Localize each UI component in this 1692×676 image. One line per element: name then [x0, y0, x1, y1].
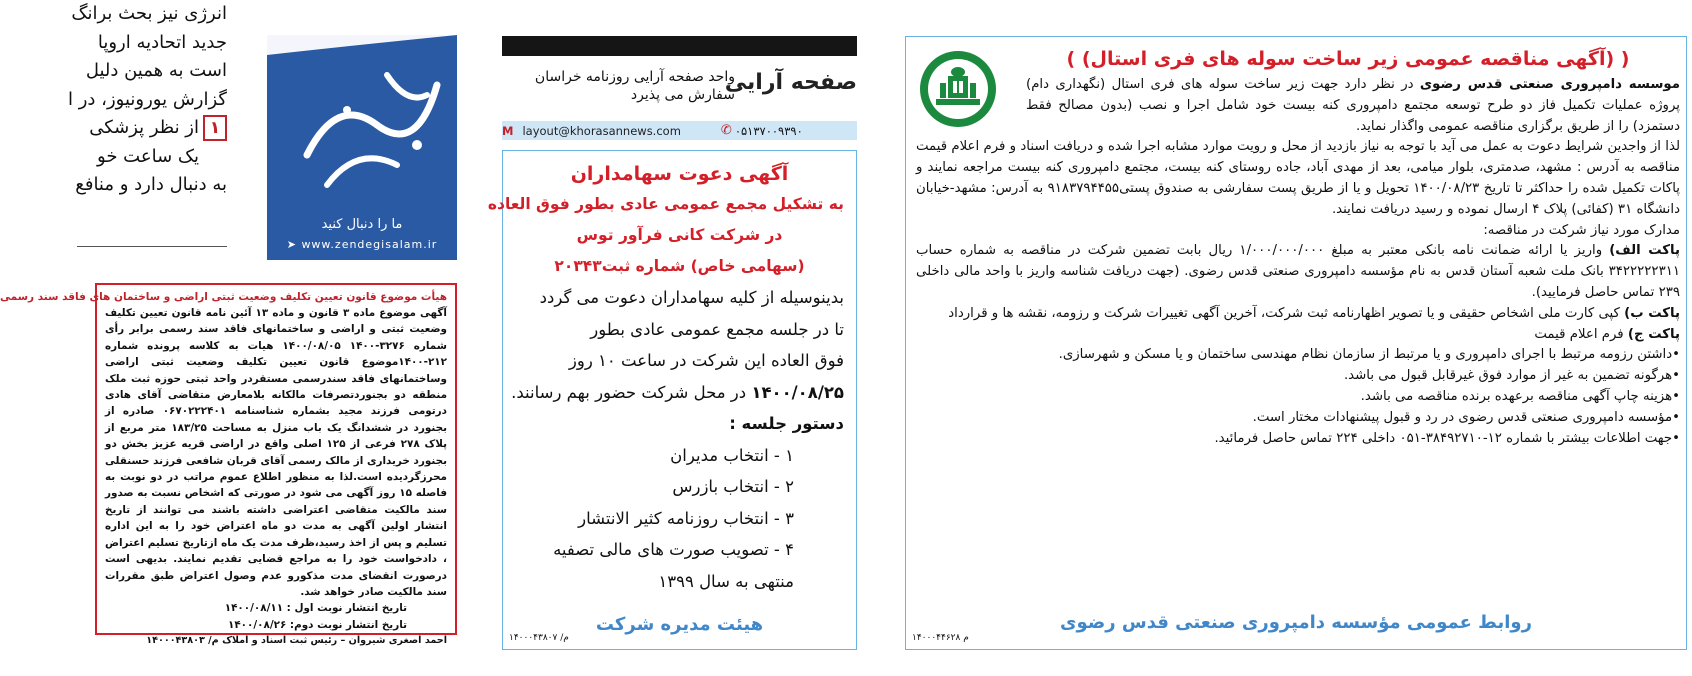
tender-bullet: •مؤسسه دامپروری صنعتی قدس رضوی در رد و قبول پیشنهادات مختار است. — [1252, 409, 1680, 425]
agenda-item: ۳ - انتخاب روزنامه کثیر الانتشار — [578, 508, 794, 528]
article-fragment — [68, 0, 227, 250]
sh-paragraph: تا در جلسه مجمع عمومی عادی بطور — [590, 319, 844, 339]
notice-code: م/ ۱۴۰۰۰۴۳۸۰۳ — [146, 635, 219, 647]
layout-email[interactable]: layout@khorasannews.com — [522, 123, 681, 138]
tender-bullet: •هرگونه تضمین به غیر از موارد فوق غیرقابل قبول می باشد. — [1343, 368, 1680, 384]
article-line: گزارش یورونیوز، در ا — [68, 88, 227, 110]
layout-ad-title: صفحه آرایی — [724, 70, 857, 95]
sh-signature: هیئت مدیره شرکت — [595, 614, 764, 635]
tender-intro: موسسه دامپروری صنعتی قدس رضوی در نظر دارد جهت زیر ساخت سوله های فری استال (نگهداری دام) پروژه عملیات تکمیل فاز دو طرح توسعه مجتمع دامپروری کنه بیست خود شامل اجرا و نصب (بدون مصالح فقط دستمزد) را از طریق برگزاری مناقصه عمومی واگذار نماید. — [1026, 77, 1680, 134]
sh-subtitle-2: در شرکت کانی فرآور توس — [576, 226, 783, 244]
tender-title: ( (آگهی مناقصه عمومی زیر ساخت سوله های فری استال) ) — [1066, 48, 1630, 70]
tender-packet-c: پاکت ج) فرم اعلام قیمت — [1534, 326, 1680, 342]
tender-signature: روابط عمومی مؤسسه دامپروری صنعتی قدس رضوی — [1060, 612, 1532, 633]
article-line: به دنبال دارد و منافع — [75, 174, 227, 195]
sh-code: م/ ۱۴۰۰۰۴۳۸۰۷ — [509, 633, 569, 643]
zendegi-salam-banner[interactable] — [267, 35, 457, 260]
article-line: انرژی نیز بحث برانگ — [71, 3, 227, 24]
layout-phone: ۰۵۱۳۷۰۰۹۳۹۰ — [734, 123, 803, 138]
layout-ad-text: واحد صفحه آرایی روزنامه خراسان سفارش می پذیرد — [534, 69, 735, 103]
tender-docs-title: مدارک مورد نیاز شرکت در مناقصه: — [1483, 222, 1680, 238]
article-line: است به همین دلیل — [85, 60, 227, 81]
zendegi-slogan: ما را دنبال کنید — [321, 217, 403, 232]
notice-body: آگهی موضوع ماده ۳ قانون و ماده ۱۳ آئین نامه قانون تعیین تکلیف وضعیت ثبتی و اراضی و ساختمانهای فاقد سند رسمی برابر رأی شماره ۳۲۷۶-۱۴۰۰ ۱۴۰۰/۰۸/۰۵ هیات به کلاسه پرونده شماره ۲۱۲-۱۴۰۰موضوع قانون تعیین تکلیف وضعیت ثبتی اراضی وساختمانهای فاقد سندرسمی مستقردر واحد ثبتی حوزه ثبت ملک منطقه دو بجنوردتصرفات مالکانه بلامعارض متقاضی آقای هادی درتومی فرزند مجید بشماره شناسنامه ۰۶۷۰۲۲۲۴۰۱ صادره از بجنورد در ششدانگ یک باب منزل به مساحت ۱۸۳/۲۵ متر مربع از پلاک ۲۷۸ فرعی از ۱۲۵ اصلی واقع در اراضی قریه عزیز بخش دو بجنورد خریداری از مالک رسمی آقای قربان شافعی فرزند حسنقلی محرزگردیده است.لذا به منظور اطلاع عموم مراتب در دو نوبت به فاصله ۱۵ روز آگهی می شود در صورتی که اشخاص نسبت به صدور سند مالکیت متقاضی اعتراضی داشته باشند می توانند از تاریخ انتشار اولین آگهی به مدت دو ماه اعتراض خود را به این اداره تسلیم و پس از اخذ رسید،ظرف مدت یک ماه ازتاریخ تسلیم اعتراض ، دادخواست خود را به مراجع قضایی تقدیم نمایند. بدیهی است درصورت انقضای مدت مذکورو عدم وصول اعتراض طبق مقررات سند مالکیت صادر خواهد شد. — [105, 307, 448, 598]
divider — [77, 246, 227, 247]
sh-paragraph: ۱۴۰۰/۰۸/۲۵ در محل شرکت حضور بهم رسانند. — [511, 382, 844, 402]
tender-paragraph: لذا از واجدین شرایط دعوت به عمل می آید با توجه به نیاز بازدید از محل و رویت موارد مشابه اجرا شده و دریافت اسناد و فرم اعلام قیمت مناقصه به آدرس : مشهد، صدمتری، بلوار میامی، بعد از مهدی آباد، جاده روستای کنه بیست، مجتمع دامپروری کنه بیست مراجعه نمایند و پاکات تکمیل شده را حداکثر تا تاریخ ۱۴۰۰/۰۸/۲۳ تحویل و یا از طریق پست سفارشی به صندوق پستی۹۱۸۳۷۹۴۴۵۵ به آدرس: مشهد-خیابان دانشگاه ۳۱ (کفائی) پلاک ۴ ارسال نموده و رسید دریافت نمایند. — [916, 139, 1680, 217]
tender-bullet: •داشتن رزومه مرتبط با اجرای دامپروری و یا مرتبط از سازمان نظام مهندسی ساختمان و یا مسکن و شهرسازی. — [1058, 347, 1680, 363]
mail-icon: M — [502, 123, 514, 138]
article-line: جدید اتحادیه اروپا — [97, 31, 227, 53]
sh-title: آگهی دعوت سهامداران — [570, 163, 789, 185]
page-ref-number: ۱ — [203, 115, 227, 141]
phone-icon: ✆ — [720, 123, 732, 138]
notice-title: هیأت موضوع قانون تعیین تکلیف وضعیت ثبتی اراضی و ساختمان های فاقد سند رسمی — [0, 291, 447, 303]
layout-ad-contact — [502, 121, 857, 140]
zendegi-url[interactable]: ➤ www.zendegisalam.ir — [286, 238, 438, 251]
publish-date-2: تاریخ انتشار نوبت دوم: ۱۴۰۰/۰۸/۲۶ — [227, 618, 407, 631]
agenda-item: ۲ - انتخاب بازرس — [672, 477, 794, 496]
tender-packet-b: پاکت ب) کپی کارت ملی اشخاص حقیقی و یا تصویر اظهارنامه ثبت شرکت، آخرین آگهی تغییرات شرکت و رزومه، نقشه ها و قرارداد — [948, 305, 1680, 321]
tender-bullet: •جهت اطلاعات بیشتر با شماره ۱۲-۳۸۴۹۲۷۱۰-۰۵۱ داخلی ۲۲۴ تماس حاصل فرمائید. — [1214, 430, 1680, 446]
publish-date-1: تاریخ انتشار نوبت اول : ۱۴۰۰/۰۸/۱۱ — [224, 602, 407, 615]
agenda-item: ۱ - انتخاب مدیران — [670, 445, 794, 465]
agenda-title: دستور جلسه : — [729, 414, 844, 433]
agenda-item: ۴ - تصویب صورت های مالی تصفیه — [553, 540, 794, 559]
section-header-bar — [502, 36, 857, 56]
agenda-item: منتهی به سال ۱۳۹۹ — [658, 571, 794, 591]
article-line: ۱از نظر پزشکی — [77, 114, 227, 143]
tender-packet-a: پاکت الف) واریز یا ارائه ضمانت نامه بانکی معتبر به مبلغ ۱/۰۰۰/۰۰۰/۰۰۰ ریال بابت تضمین شرکت در مناقصه به شماره حساب ۳۴۲۲۲۲۲۳۱۱ بانک ملت شعبه آستان قدس به نام مؤسسه دامپروری صنعتی قدس رضوی. (جهت دریافت شناسه واریز با واحد مالی داخلی ۲۳۹ تماس حاصل فرمایید). — [916, 243, 1680, 300]
layout-service-ad — [502, 64, 857, 122]
zendegi-logo-icon — [267, 35, 457, 215]
notice-signer: احمد اصغری شیروان – رئیس ثبت اسناد و املاک م/ ۱۴۰۰۰۴۳۸۰۳ — [146, 635, 447, 647]
shareholders-invitation-notice — [487, 150, 857, 650]
meeting-date: ۱۴۰۰/۰۸/۲۵ — [751, 382, 844, 402]
sh-paragraph: بدینوسیله از کلیه سهامداران دعوت می گردد — [539, 288, 844, 307]
tender-code: م ۱۴۰۰۰۴۴۶۲۸ — [912, 633, 969, 643]
tender-bullet: •هزینه چاپ آگهی مناقصه برعهده برنده مناقصه می باشد. — [1360, 388, 1680, 404]
tender-notice — [905, 36, 1687, 650]
cursor-icon: ➤ — [286, 238, 302, 251]
sh-paragraph: فوق العاده این شرکت در ساعت ۱۰ روز — [568, 351, 844, 370]
sh-subtitle-1: به تشکیل مجمع عمومی عادی بطور فوق العاده — [487, 195, 844, 213]
sh-subtitle-3: (سهامی خاص) شماره ثبت۲۰۳۴۳ — [554, 257, 805, 275]
astan-quds-logo-icon — [918, 49, 998, 129]
article-line: یک ساعت خو — [97, 145, 199, 167]
land-registry-notice — [0, 283, 457, 647]
